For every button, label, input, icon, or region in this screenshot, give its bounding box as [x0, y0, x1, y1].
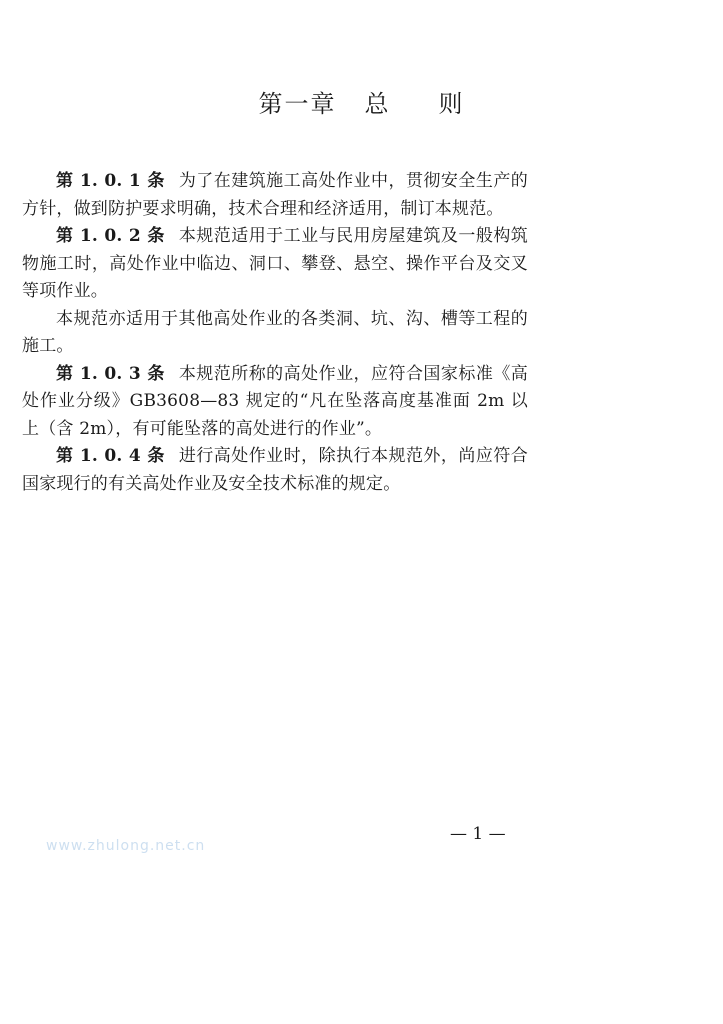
article-text: 本规范所称的高处作业，应符合国家标准《高处作业分级》GB3608—83 规定的“凡在坠落高度基准面 2m 以上（含 2m），有可能坠落的高处进行的作业”。 — [22, 363, 528, 439]
chapter-title — [0, 84, 723, 119]
paragraph-1-0-2-continued — [22, 306, 528, 361]
chapter-title-part1: 总 — [364, 90, 391, 118]
body-text — [22, 168, 528, 498]
article-text: 为了在建筑施工高处作业中，贯彻安全生产的方针，做到防护要求明确，技术合理和经济适用，制订本规范。 — [22, 171, 528, 219]
paragraph-1-0-3 — [22, 361, 528, 444]
page-number: — 1 — — [450, 824, 506, 844]
chapter-title-part2: 则 — [438, 90, 465, 118]
paragraph-1-0-4 — [22, 443, 528, 498]
article-number: 第 1. 0. 3 条 — [56, 363, 165, 384]
article-number: 第 1. 0. 4 条 — [56, 446, 165, 466]
watermark-text: www.zhulong.net.cn — [46, 838, 206, 854]
paragraph-1-0-1 — [22, 168, 528, 223]
article-number: 第 1. 0. 2 条 — [56, 226, 165, 246]
article-text: 本规范亦适用于其他高处作业的各类洞、坑、沟、槽等工程的施工。 — [22, 308, 528, 356]
article-text: 本规范适用于工业与民用房屋建筑及一般构筑物施工时，高处作业中临边、洞口、攀登、悬空、操作平台及交叉等项作业。 — [22, 226, 528, 301]
chapter-label: 第一章 — [258, 90, 337, 118]
article-number: 第 1. 0. 1 条 — [56, 171, 165, 191]
article-text: 进行高处作业时，除执行本规范外，尚应符合国家现行的有关高处作业及安全技术标准的规定。 — [22, 446, 528, 494]
paragraph-1-0-2 — [22, 223, 528, 306]
